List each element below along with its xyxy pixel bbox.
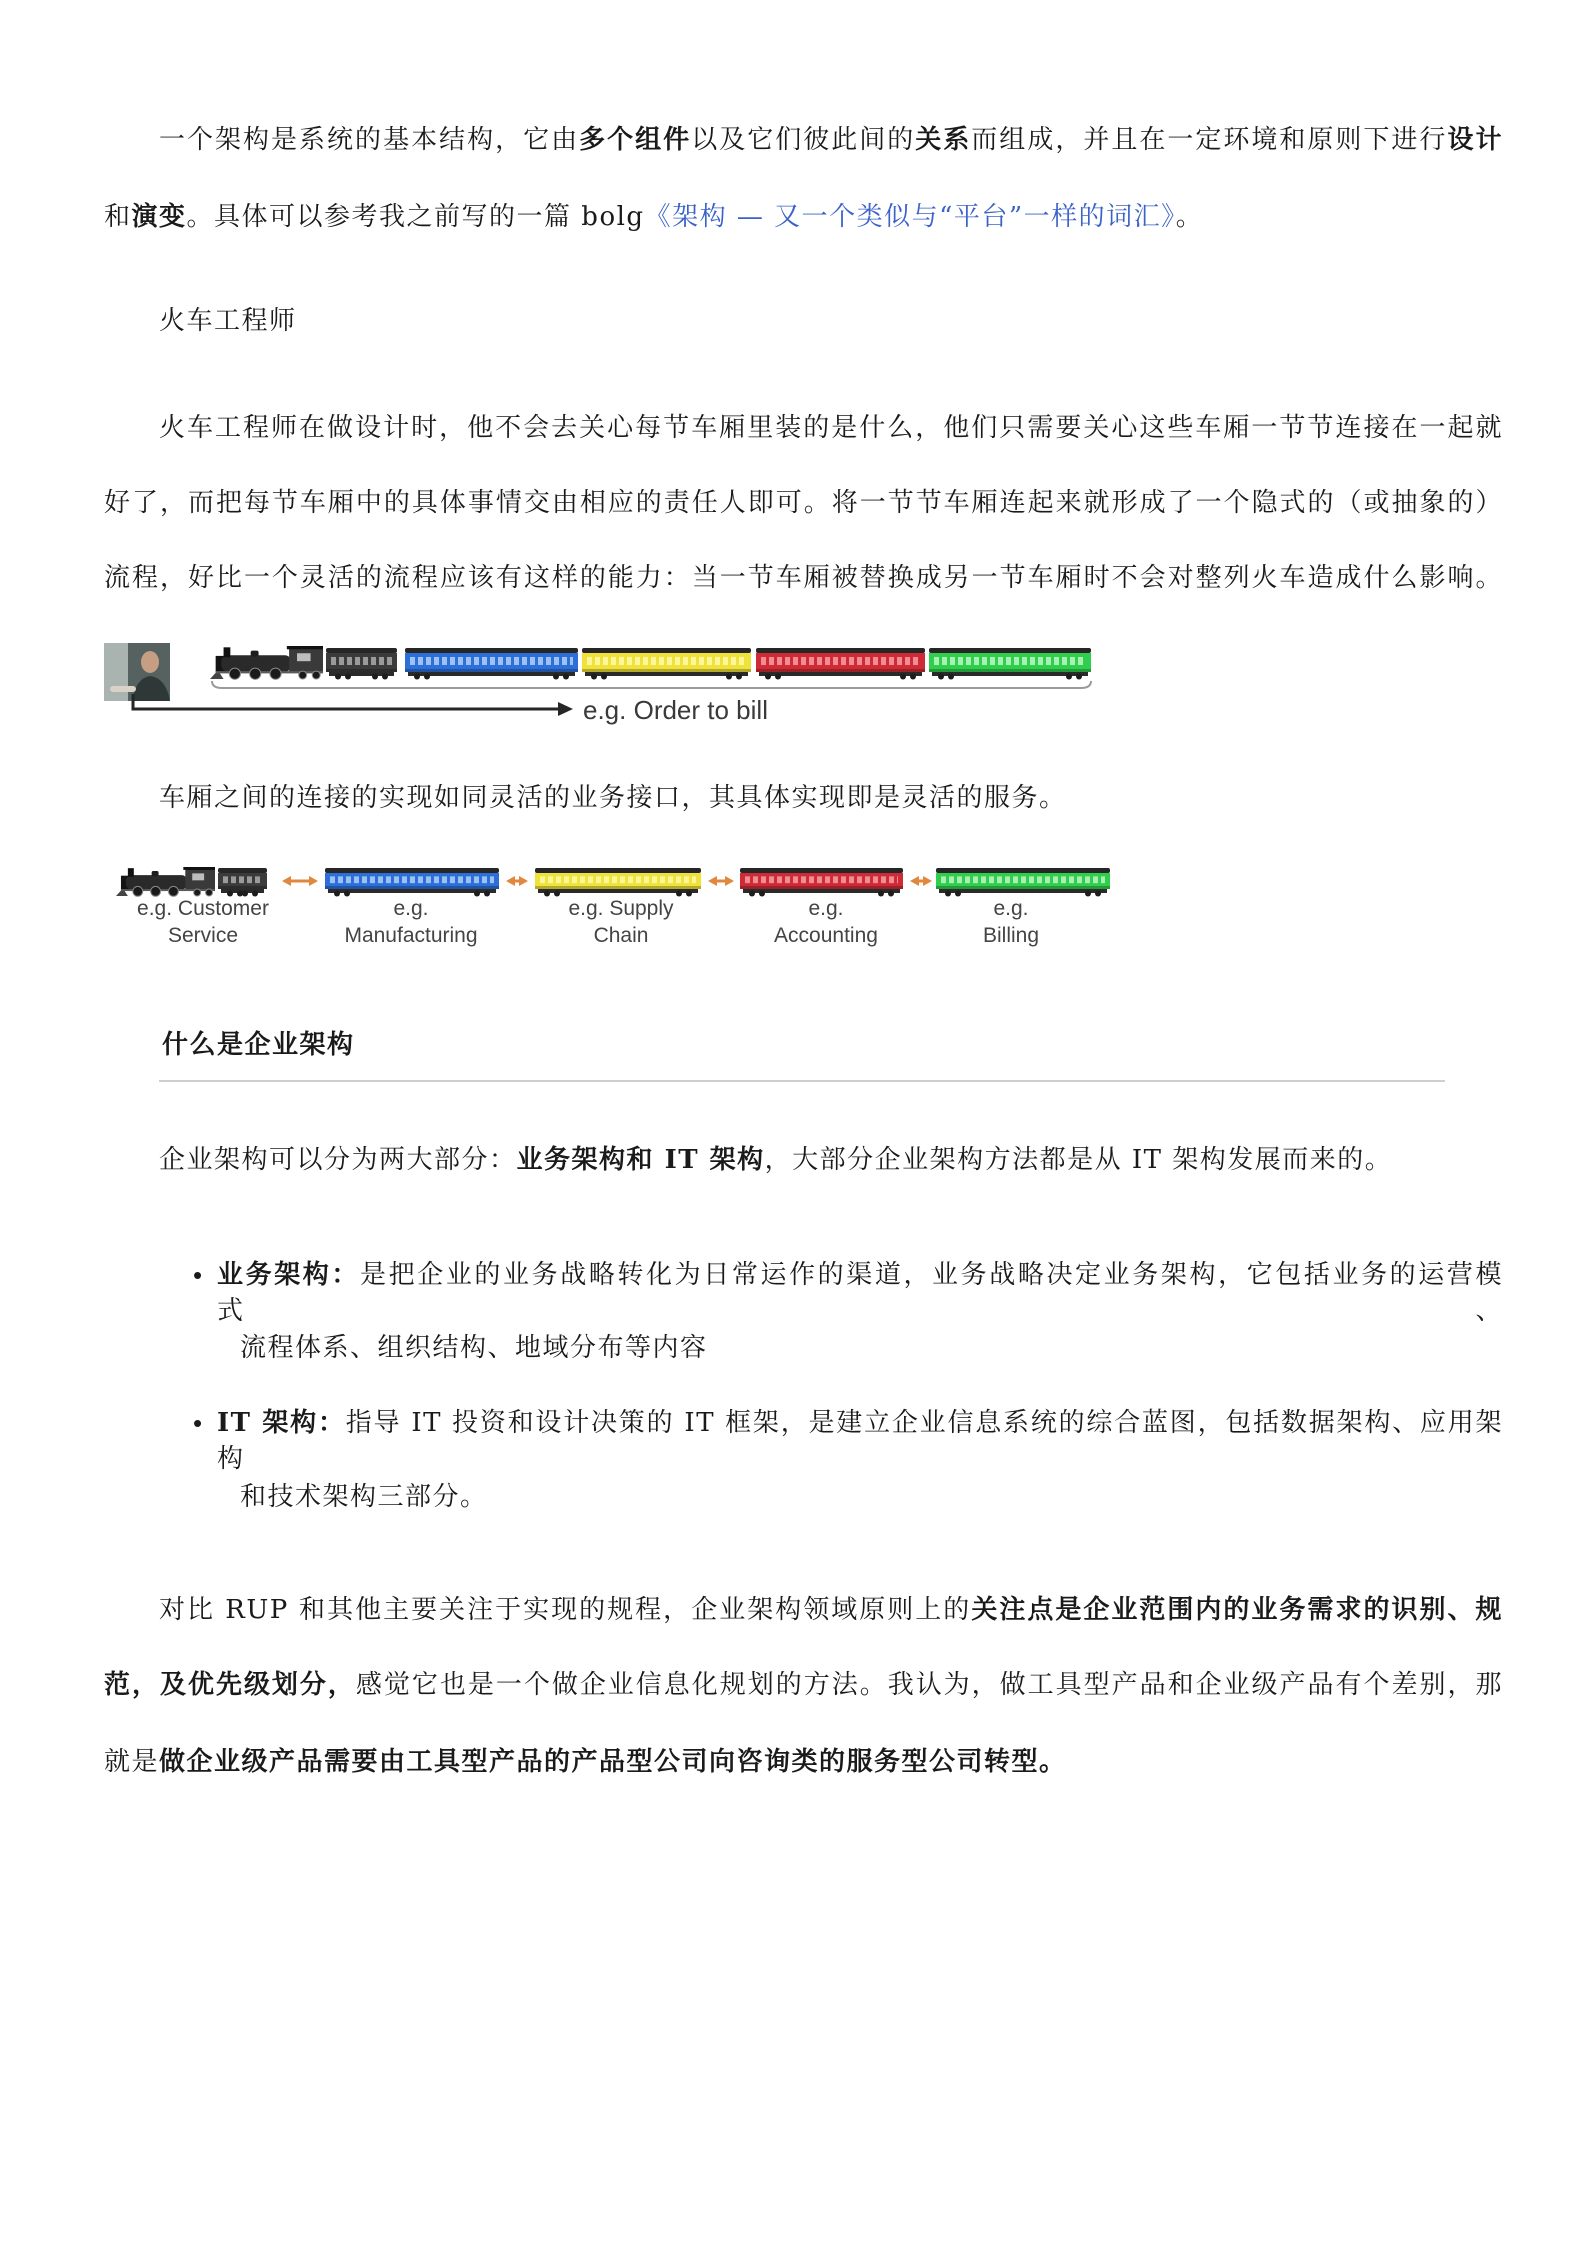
car-wheel [686, 891, 692, 897]
car-underframe [408, 672, 575, 676]
trailing-wheel [194, 889, 201, 896]
intro-text: 而组成，并且在一定环境和原则下进行 [971, 125, 1448, 155]
car-wheel [1085, 891, 1091, 897]
trailing-wheel [299, 671, 307, 679]
conclusion-bold: 范，及优先级划分， [104, 1670, 356, 1700]
arrow-head-right [519, 876, 528, 886]
train-bracket [212, 681, 1091, 688]
car-wheel [334, 891, 340, 897]
car-stripe [535, 886, 701, 889]
car-roof [326, 648, 397, 653]
smokestack [224, 647, 231, 657]
services-train-figure [110, 860, 1120, 952]
bold-design: 设计 [1447, 125, 1503, 155]
bold-two-parts: 业务架构和 IT 架构 [516, 1145, 765, 1175]
car-wheel [775, 674, 781, 680]
car-wheel [484, 891, 490, 897]
car-roof [218, 868, 267, 873]
car-wheel [382, 674, 388, 680]
intro-text: 以及它们彼此间的 [691, 125, 916, 155]
driving-wheel [151, 886, 161, 896]
heading-divider [159, 1080, 1445, 1082]
train [116, 867, 1110, 897]
order-to-bill-figure [100, 636, 1100, 732]
train-engineer-line-3: 流程，好比一个灵活的流程应该有这样的能力：当一节车厢被替换成另一节车厢时不会对整列火车造成什么影响。 [104, 563, 1503, 593]
summary-line [159, 1142, 1503, 1178]
car-stripe [740, 886, 903, 889]
passenger-car-4 [929, 648, 1091, 680]
service-label-line-2: Chain [593, 924, 649, 947]
bullet-dot: • [193, 1408, 203, 1438]
car-stripe [756, 669, 925, 672]
car-wheel [945, 891, 951, 897]
conclusion-text: 就是 [104, 1747, 160, 1777]
train-engineer-line-1: 火车工程师在做设计时，他不会去关心每节车厢里装的是什么，他们只需要关心这些车厢一节节连接在一起就 [159, 413, 1503, 443]
cab-roof [183, 867, 215, 870]
section-title-train-engineer: 火车工程师 [159, 306, 297, 336]
steam-dome [152, 871, 159, 876]
car-roof [325, 868, 499, 873]
driving-wheel [133, 886, 143, 896]
car-underframe [538, 889, 698, 893]
bold-evolution: 演变 [131, 202, 187, 232]
driving-wheel [270, 668, 281, 679]
conclusion-line-2 [104, 1667, 1503, 1703]
arrow-head-left [910, 876, 919, 886]
car-stripe [325, 886, 499, 889]
arrow-head-left [506, 876, 515, 886]
process-arrow-head [558, 702, 573, 716]
summary-text: ，大部分企业架构方法都是从 IT 架构发展而来的。 [764, 1145, 1393, 1175]
car-stripe [326, 669, 397, 672]
conclusion-text: 对比 RUP 和其他主要关注于实现的规程，企业架构领域原则上的 [159, 1595, 972, 1625]
arrow-head-right [725, 876, 734, 886]
arrow-head-left [708, 876, 717, 886]
car-wheel [601, 674, 607, 680]
intro-text: 。具体可以参考我之前写的一篇 bolg [186, 202, 645, 232]
car-wheel [888, 891, 894, 897]
car-wheel [345, 674, 351, 680]
bullet-term: 业务架构： [217, 1260, 361, 1290]
conclusion-line-3 [104, 1744, 1503, 1780]
car-wheel [414, 674, 420, 680]
car-roof [936, 868, 1110, 873]
car-wheel [1066, 674, 1072, 680]
bold-components: 多个组件 [579, 125, 692, 155]
car-wheel [474, 891, 480, 897]
conclusion-bold: 做企业级产品需要由工具型产品的产品型公司向咨询类的服务型公司转型。 [159, 1747, 1067, 1777]
trailing-wheel [206, 889, 213, 896]
car-roof [740, 868, 903, 873]
summary-text: 企业架构可以分为两大部分： [159, 1145, 517, 1175]
operator-photo [104, 643, 170, 701]
car-wheel [948, 674, 954, 680]
cab-roof [287, 646, 323, 649]
driving-wheel [168, 886, 178, 896]
passenger-car-2 [582, 648, 751, 680]
service-label-line-2: Manufacturing [344, 924, 478, 947]
intro-text: 一个架构是系统的基本结构，它由 [159, 125, 580, 155]
process-arrow [133, 694, 560, 709]
car-wheel [252, 891, 258, 897]
arrow-head-right [309, 876, 318, 886]
intro-line-2 [104, 199, 1503, 235]
car-wheel [1076, 674, 1082, 680]
car-stripe [929, 669, 1091, 672]
conclusion-line-1 [159, 1592, 1503, 1628]
passenger-car-3 [756, 648, 925, 680]
passenger-car-1 [405, 648, 578, 680]
photo-window-light [104, 643, 128, 701]
service-label-line-1: e.g. Customer [137, 897, 269, 920]
car-wheel [676, 891, 682, 897]
cab-window [192, 873, 204, 880]
car-wheel [955, 891, 961, 897]
smokestack [128, 868, 134, 877]
locomotive [210, 646, 323, 679]
car-wheel [227, 891, 233, 897]
car-underframe [932, 672, 1088, 676]
section-heading: 什么是企业架构 [162, 1030, 355, 1060]
car-wheel [736, 674, 742, 680]
service-label-line-1: e.g. [393, 897, 429, 920]
intro-text: 。 [1175, 202, 1204, 232]
locomotive [116, 867, 215, 896]
car-wheel [591, 674, 597, 680]
steam-dome [251, 651, 259, 657]
car-wheel [759, 891, 765, 897]
arrow-head-left [282, 876, 291, 886]
train [210, 646, 1091, 680]
car-stripe [582, 669, 751, 672]
connector-double-arrow [506, 876, 528, 886]
bullet-business-line-2: 流程体系、组织结构、地域分布等内容 [240, 1333, 708, 1363]
car-roof [535, 868, 701, 873]
car-wheel [900, 674, 906, 680]
conclusion-bold: 关注点是企业范围内的业务需求的识别、规 [971, 1595, 1503, 1625]
passenger-car-2 [535, 868, 701, 897]
car-roof [756, 648, 925, 653]
service-label-line-1: e.g. [993, 897, 1029, 920]
trailing-wheel [312, 671, 320, 679]
car-stripe [218, 886, 267, 889]
photo-person-head [141, 651, 159, 673]
car-underframe [585, 672, 748, 676]
bullet-dot: • [193, 1260, 203, 1290]
passenger-car-4 [936, 868, 1110, 897]
bullet-it-line-2: 和技术架构三部分。 [240, 1482, 488, 1512]
car-underframe [759, 672, 922, 676]
car-wheel [344, 891, 350, 897]
intro-line-1 [159, 122, 1503, 158]
connector-double-arrow [708, 876, 734, 886]
bullet-it-line-1 [217, 1405, 1503, 1474]
service-label-line-2: Service [167, 924, 239, 947]
service-label-line-2: Billing [982, 924, 1040, 947]
car-roof [929, 648, 1091, 653]
bold-relations: 关系 [915, 125, 972, 155]
passenger-car-3 [740, 868, 903, 897]
car-wheel [765, 674, 771, 680]
connector-double-arrow [910, 876, 932, 886]
car-wheel [242, 891, 248, 897]
bullet-term: IT 架构： [217, 1408, 346, 1438]
car-wheel [749, 891, 755, 897]
tender-car [218, 868, 267, 897]
car-underframe [328, 889, 496, 893]
tender-car [326, 648, 397, 680]
intro-text: 和 [104, 202, 132, 232]
car-wheel [938, 674, 944, 680]
driving-wheel [229, 668, 240, 679]
car-wheel [878, 891, 884, 897]
car-wheel [424, 674, 430, 680]
car-wheel [372, 674, 378, 680]
car-wheel [910, 674, 916, 680]
car-underframe [743, 889, 900, 893]
service-label-line-1: e.g. [808, 897, 844, 920]
connection-text: 车厢之间的连接的实现如同灵活的业务接口，其具体实现即是灵活的服务。 [159, 783, 1067, 813]
passenger-car-1 [325, 868, 499, 897]
cab-window [297, 653, 311, 661]
car-stripe [936, 886, 1110, 889]
car-wheel [726, 674, 732, 680]
service-label-line-2: Accounting [774, 924, 878, 947]
driving-wheel [250, 668, 261, 679]
car-wheel [554, 891, 560, 897]
connector-double-arrow [282, 876, 318, 886]
service-labels [137, 897, 1039, 947]
car-stripe [405, 669, 578, 672]
car-wheel [553, 674, 559, 680]
bullet-text: 是把企业的业务战略转化为日常运作的渠道，业务战略决定业务架构，它包括业务的运营模式、 [217, 1260, 1503, 1326]
car-wheel [563, 674, 569, 680]
car-underframe [939, 889, 1107, 893]
bullet-text: 指导 IT 投资和设计决策的 IT 框架，是建立企业信息系统的综合蓝图，包括数据架构、应用架构 [217, 1408, 1503, 1474]
bullet-business-line-1 [217, 1257, 1503, 1326]
process-label: e.g. Order to bill [583, 695, 768, 725]
photo-control-panel [110, 686, 136, 692]
article-link[interactable]: 《架构 — 又一个类似与“平台”一样的词汇》 [644, 202, 1176, 232]
car-roof [405, 648, 578, 653]
arrow-head-right [923, 876, 932, 886]
car-wheel [1095, 891, 1101, 897]
car-wheel [544, 891, 550, 897]
car-roof [582, 648, 751, 653]
train-engineer-line-2: 好了，而把每节车厢中的具体事情交由相应的责任人即可。将一节节车厢连起来就形成了一个隐式的（或抽象的） [104, 488, 1503, 518]
car-wheel [335, 674, 341, 680]
conclusion-text: 感觉它也是一个做企业信息化规划的方法。我认为，做工具型产品和企业级产品有个差别，那 [355, 1670, 1503, 1700]
service-label-line-1: e.g. Supply [568, 897, 674, 920]
